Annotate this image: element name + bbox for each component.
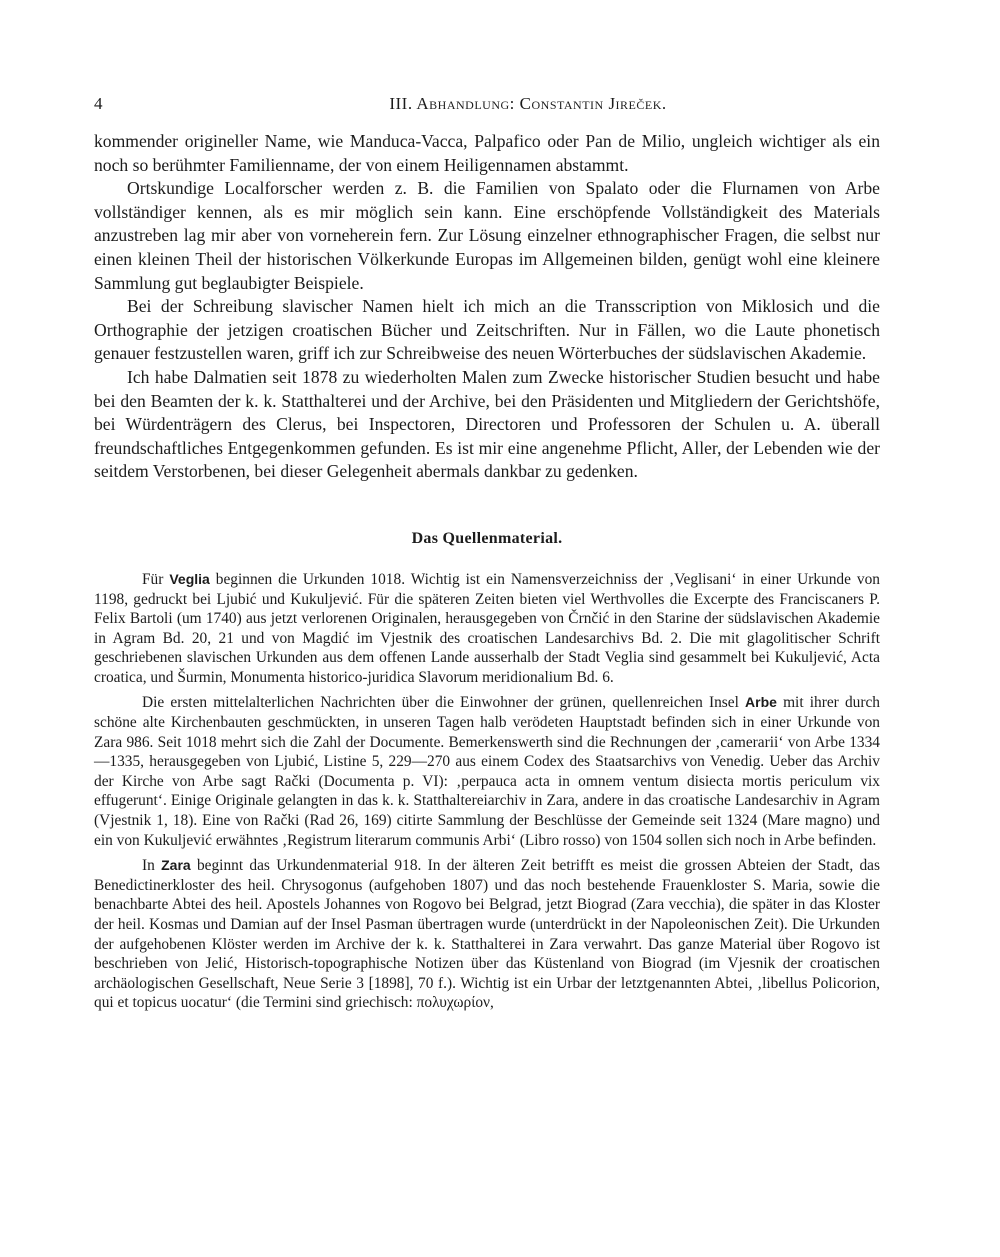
intro-paragraph-1: kommender origineller Name, wie Manduca-Vacca, Palpafico oder Pan de Milio, ungleich wichtiger als ein noch so berühmter Familienname, der von einem Heiligennamen abstammt. [94,131,880,175]
page-body [94,130,880,1019]
place-name: Veglia [169,570,210,587]
source-paragraph-zara [94,856,880,1013]
place-name: Arbe [745,694,777,711]
intro-paragraph-3: Bei der Schreibung slavischer Namen hielt ich mich an die Transscription von Miklosich und die Orthographie der jetzigen croatischen Bücher und Zeitschriften. Nur in Fällen, wo die Laute phonetisch genauer festzustellen waren, griff ich zur Schreibweise des neuen Wörterbuches der südslavischen Akademie. [94,296,880,364]
running-title: III. Abhandlung: Constantin Jireček. [389,94,667,113]
section-title: Das Quellenmaterial. [411,529,563,547]
paragraph-text: mit ihrer durch schöne alte Kirchenbauten geschmückten, in unseren Tagen halb verödeten Hauptstadt befinden sich in einer Urkunde von Zara 986. Seit 1018 mehrt sich die Zahl der Documente. Bemerkenswerth sind die Rechnungen der ‚camerarii‘ von Arbe 1334—1335, herausgegeben von Ljubić, Listine 5, 229—270 aus einem Codex des Staatsarchivs von Venedig. Ueber das Archiv der Kirche von Arbe sagt Rački (Documenta p. VI): ‚perpauca acta in omnem ventum disiecta mortis periculum vix effugerunt‘. Einige Originale gelangten in das k. k. Statthaltereiarchiv in Zara, andere in das croatische Landesarchiv in Agram (Vjestnik 1, 18). Eine von Rački (Rad 26, 169) citirte Sammlung der Beschlüsse der Gemeinde seit 1324 (Mare magno) und ein von Kukuljević erwähntes ‚Registrum literarum communis Arbi‘ (Libro rosso) von 1504 sollen sich noch in Arbe befinden. [94,694,880,849]
paragraph-text: beginnt das Urkundenmaterial 918. In der älteren Zeit betrifft es meist die grossen Abteien der Stadt, das Benedictinerkloster des heil. Chrysogonus (aufgehoben 1807) und das noch bestehende Frauenkloster S. Maria, sowie die benachbarte Abtei des heil. Apostels Johannes von Rogovo bei Belgrad, jetzt Biograd (Zara vecchia), die später in das Kloster der heil. Kosmas und Damian auf der Insel Pasman übertragen wurde (unterdrückt in der Napoleonischen Zeit). Die Urkunden der aufgehobenen Klöster werden im Archive der k. k. Statthalterei in Zara verwahrt. Das ganze Material über Rogovo ist beschrieben von Jelić, Historisch-topographische Notizen über das Küstenland von Biograd (im Vjesnik der croatischen archäologischen Gesellschaft, Neue Serie 3 [1898], 70 f.). Wichtig ist ein Urbar der letztgenannten Abtei, ‚libellus Policorion, qui et topicus uocatur‘ (die Termini sind griechisch: πολυχωρίον, [94,857,881,1012]
paragraph-lead: In [142,857,162,875]
paragraph-lead: Die ersten mittelalterlichen Nachrichten über die Einwohner der grünen, quellenreichen Insel [142,694,746,712]
intro-paragraph-4: Ich habe Dalmatien seit 1878 zu wiederholten Malen zum Zwecke historischer Studien besucht und habe bei den Beamten der k. k. Statthalterei und der Archive, bei den Präsidenten und Mitgliedern der Gerichtshöfe, bei Würdenträgern des Clerus, bei Inspectoren, Directoren und Professoren der Schulen u. A. überall freundschaftliches Entgegenkommen gefunden. Es ist mir eine angenehme Pflicht, Aller, der Lebenden wie der seitdem Verstorbenen, bei dieser Gelegenheit abermals dankbar zu gedenken. [94,366,880,482]
intro-paragraph-2: Ortskundige Localforscher werden z. B. die Familien von Spalato oder die Flurnamen von Arbe vollständiger kennen, als es mir möglich sein kann. Eine erschöpfende Vollständigkeit des Materials anzustreben lag mir aber von vorneherein fern. Zur Lösung einzelner ethnographischer Fragen, die selbst nur einen kleinen Theil der historischen Völkerkunde Europas im Allgemeinen bilden, genügt wohl eine kleinere Sammlung gut beglaubigter Beispiele. [94,178,880,293]
intro-text [94,130,880,484]
place-name: Zara [161,857,191,874]
page-number: 4 [94,94,103,113]
source-paragraph-arbe [94,693,880,850]
paragraph-lead: Für [142,570,170,588]
page-header [94,94,906,118]
sources-text [94,570,880,1013]
paragraph-text: beginnen die Urkunden 1018. Wichtig ist ein Namensverzeichniss der ‚Veglisani‘ in einer Urkunde von 1198, gedruckt bei Ljubić und Kukuljević. Für die späteren Zeiten bieten viel Werthvolles die Excerpte des Franciscaners P. Felix Bartoli (um 1740) aus jetzt verlorenen Originalen, herausgegeben von Črnčić in den Starine der südslavischen Akademie in Agram Bd. 20, 21 und von Magdić im Vjestnik des croatischen Landesarchivs Bd. 2. Die mit glagolitischer Schrift geschriebenen slavischen Urkunden aus dem offenen Lande ausserhalb der Stadt Veglia sind gesammelt bei Kukuljević, Acta croatica, und Šurmin, Monumenta historico-juridica Slavorum meridionalium Bd. 6. [94,570,880,686]
source-paragraph-veglia [94,570,880,688]
